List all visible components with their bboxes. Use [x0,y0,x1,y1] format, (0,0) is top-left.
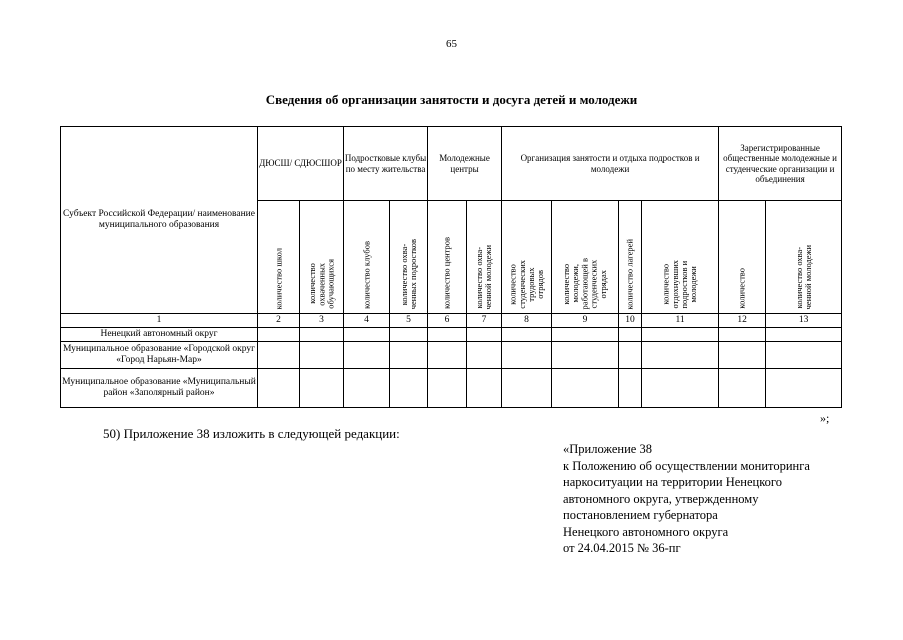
subheader-text: количество центров [441,237,452,309]
subheader-cell [258,201,300,314]
data-cell [390,342,428,369]
data-cell [390,328,428,342]
group-header-teen-clubs: Подростковые клубы по месту жительства [344,127,428,201]
data-cell [619,328,642,342]
appendix-line: наркоситуации на территории Ненецкого [563,475,782,489]
data-cell [766,328,842,342]
data-cell [258,342,300,369]
column-number: 3 [300,314,344,328]
document-title: Сведения об организации занятости и досуга детей и молодежи [265,92,638,107]
appendix-line: автономного округа, утвержденному [563,491,759,506]
group-header-organizations: Зарегистрированные общественные молодежные и студенческие организации и объединения [719,127,842,201]
subheader-text: количество лагерей [624,238,635,309]
data-cell [552,342,619,369]
subheader-cell [502,201,552,314]
data-cell [642,369,719,408]
table-row [61,342,842,369]
appendix-line: к Положению об осуществлении мониторинга [563,458,810,473]
appendix-line: постановлением губернатора [563,508,718,522]
column-number: 13 [766,314,842,328]
group-header-sport-schools: ДЮСШ/ СДЮСШОР [258,127,344,201]
subheader-text: количество охва- ченных подростков [398,238,418,309]
data-cell [642,342,719,369]
data-cell [642,328,719,342]
data-cell [428,328,467,342]
data-cell [344,328,390,342]
data-cell [467,328,502,342]
subheader-cell [390,201,428,314]
subheader-text: количество [736,268,747,309]
column-number: 7 [467,314,502,328]
data-cell [428,342,467,369]
group-header-row [61,127,842,201]
subheader-cell [344,201,390,314]
subheader-cell [766,201,842,314]
data-cell [502,342,552,369]
subheader-cell [619,201,642,314]
subheader-text: количество молодежи, работающей в студенческих отрядах [561,257,608,309]
data-cell [467,369,502,408]
region-name: Муниципальное образование «Городской округ «Город Нарьян-Мар» [61,342,258,369]
data-cell [258,369,300,408]
page-number: 65 [446,38,457,50]
data-cell [344,369,390,408]
data-cell [719,328,766,342]
report-table [60,126,842,408]
subheader-cell [642,201,719,314]
subheader-cell [300,201,344,314]
data-cell [300,369,344,408]
column-number: 6 [428,314,467,328]
column-number: 12 [719,314,766,328]
appendix-line: от 24.04.2015 № 36-пг [563,541,681,555]
data-cell [258,328,300,342]
subheader-text: количество школ [272,247,283,309]
subheader-text: количество клубов [360,241,371,309]
data-cell [390,369,428,408]
subheader-text: количество студенческих трудовых отрядов [507,260,545,309]
data-cell [719,369,766,408]
column-number: 11 [642,314,719,328]
column-number: 4 [344,314,390,328]
data-cell [467,342,502,369]
data-cell [502,369,552,408]
data-cell [300,328,344,342]
column-number: 9 [552,314,619,328]
group-header-youth-centers: Молодежные центры [428,127,502,201]
subheader-cell [467,201,502,314]
column-number-row [61,314,842,328]
data-cell [619,369,642,408]
appendix-line: «Приложение 38 [563,442,652,456]
amendment-instruction: 50) Приложение 38 изложить в следующей редакции: [103,426,400,441]
column-number: 2 [258,314,300,328]
subheader-text: количество охва- ченной молодежи [473,244,494,309]
data-cell [552,369,619,408]
table-row [61,328,842,342]
subheader-cell [552,201,619,314]
data-cell [428,369,467,408]
subheader-cell [428,201,467,314]
data-cell [502,328,552,342]
region-name: Муниципальное образование «Муниципальный район «Заполярный район» [61,369,258,408]
subheader-text: количество охва- ченной молодежи [793,244,813,309]
data-cell [619,342,642,369]
column-number: 8 [502,314,552,328]
appendix-line: Ненецкого автономного округа [563,524,729,539]
column-number: 5 [390,314,428,328]
column-number: 1 [61,314,258,328]
region-name: Ненецкий автономный округ [61,328,258,342]
column-number: 10 [619,314,642,328]
group-header-employment: Организация занятости и отдыха подростков и молодежи [502,127,719,201]
closing-quote-mark: »; [820,411,830,425]
subheader-text: количество охваченных обучающихся [306,259,336,309]
data-cell [300,342,344,369]
data-cell [719,342,766,369]
data-cell [766,369,842,408]
data-cell [344,342,390,369]
data-cell [552,328,619,342]
subheader-text: количество отдохнувших подростков и молодежи [660,260,699,309]
appendix-heading-block [563,441,863,557]
table-row [61,369,842,408]
subheader-cell [719,201,766,314]
data-cell [766,342,842,369]
subject-header: Субъект Российской Федерации/ наименование муниципального образования [61,127,258,314]
